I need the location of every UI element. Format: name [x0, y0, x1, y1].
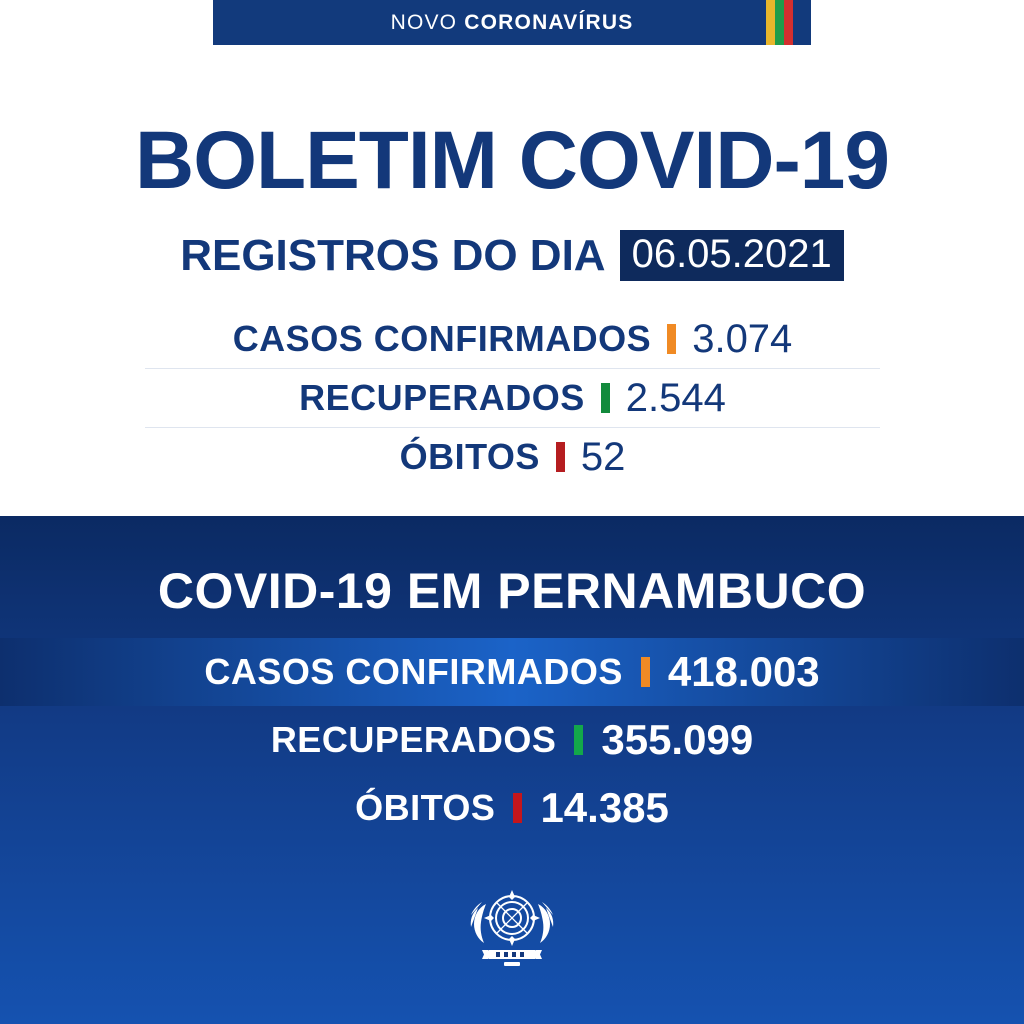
banner-prefix: NOVO — [390, 10, 465, 34]
daily-subtitle: REGISTROS DO DIA — [180, 230, 606, 280]
daily-value-recuperados: 2.544 — [625, 375, 726, 420]
stripe-green — [775, 0, 784, 45]
state-label-recuperados: RECUPERADOS — [270, 719, 557, 760]
state-value-casos-confirmados: 418.003 — [667, 648, 820, 695]
stripe-red — [784, 0, 793, 45]
state-label-obitos: ÓBITOS — [355, 787, 496, 828]
state-row-obitos — [0, 774, 1024, 842]
color-bar-red — [556, 442, 565, 472]
state-label-casos-confirmados: CASOS CONFIRMADOS — [204, 651, 623, 692]
daily-row-casos-confirmados — [145, 310, 880, 369]
daily-stats-list — [145, 310, 880, 486]
color-bar-green — [574, 725, 583, 755]
daily-label-recuperados: RECUPERADOS — [299, 377, 585, 418]
banner-strong: CORONAVÍRUS — [464, 10, 634, 34]
color-bar-orange — [641, 657, 650, 687]
color-bar-red — [513, 793, 522, 823]
page-title: BOLETIM COVID-19 — [135, 115, 889, 206]
date-badge: 06.05.2021 — [620, 230, 844, 281]
state-title: COVID-19 EM PERNAMBUCO — [157, 563, 867, 619]
daily-label-obitos: ÓBITOS — [399, 436, 540, 477]
daily-label-casos-confirmados: CASOS CONFIRMADOS — [232, 318, 652, 359]
flag-stripes — [766, 0, 811, 45]
stripe-yellow — [766, 0, 775, 45]
daily-row-recuperados — [145, 369, 880, 428]
daily-section — [0, 45, 1024, 516]
color-bar-orange — [667, 324, 676, 354]
state-row-recuperados — [0, 706, 1024, 774]
state-row-casos-confirmados — [0, 638, 1024, 706]
state-value-recuperados: 355.099 — [601, 716, 754, 763]
state-value-obitos: 14.385 — [540, 784, 669, 831]
daily-row-obitos — [145, 428, 880, 486]
daily-value-casos-confirmados: 3.074 — [692, 316, 793, 361]
state-stats-list — [0, 638, 1024, 842]
daily-value-obitos: 52 — [580, 434, 626, 479]
top-banner — [213, 0, 811, 45]
color-bar-green — [601, 383, 610, 413]
pernambuco-coat-of-arms-icon — [452, 872, 572, 982]
daily-subtitle-row — [0, 230, 1024, 281]
top-banner-title — [391, 11, 634, 35]
state-section — [0, 516, 1024, 1024]
